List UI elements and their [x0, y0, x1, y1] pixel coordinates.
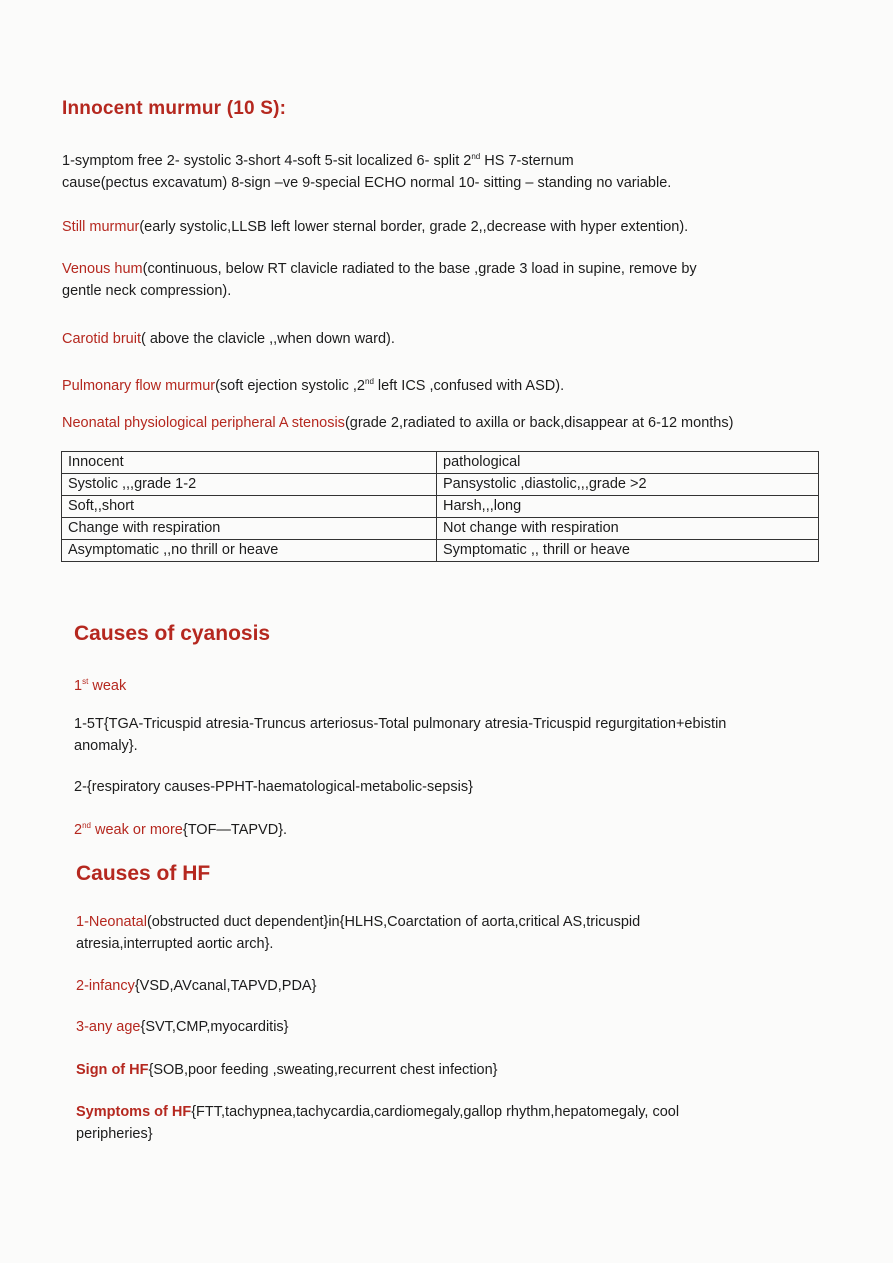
- hf-infancy: 2-infancy{VSD,AVcanal,TAPVD,PDA}: [76, 978, 317, 994]
- innocent-items: [62, 146, 842, 194]
- hf-heading: Causes of HF: [76, 862, 211, 885]
- carotid-bruit: Carotid bruit( above the clavicle ,,when down ward).: [62, 331, 395, 347]
- table-row: Innocent pathological: [62, 452, 819, 474]
- innocent-murmur-heading: Innocent murmur (10 S):: [62, 98, 287, 119]
- table-row: Asymptomatic ,,no thrill or heave Symptomatic ,, thrill or heave: [62, 540, 819, 562]
- hf-signs: Sign of HF{SOB,poor feeding ,sweating,recurrent chest infection}: [76, 1062, 498, 1078]
- first-week-label: 1st weak: [74, 677, 127, 694]
- hf-symptoms: Symptoms of HF{FTT,tachypnea,tachycardia,cardiomegaly,gallop rhythm,hepatomegaly, cool peripheries}: [76, 1104, 680, 1142]
- cyanosis-item-1: 1-5T{TGA-Tricuspid atresia-Truncus arteriosus-Total pulmonary atresia-Tricuspid regurgitation+ebistin anomaly}.: [74, 716, 727, 754]
- venous-hum: Venous hum(continuous, below RT clavicle radiated to the base ,grade 3 load in supine, remove by gentle neck compression).: [62, 261, 697, 299]
- pulmonary-flow-murmur: Pulmonary flow murmur(soft ejection systolic ,2nd left ICS ,confused with ASD).: [62, 377, 565, 394]
- cyanosis-item-2: 2-{respiratory causes-PPHT-haematological-metabolic-sepsis}: [74, 779, 473, 795]
- hf-neonatal: 1-Neonatal(obstructed duct dependent}in{HLHS,Coarctation of aorta,critical AS,tricuspid atresia,interrupted aortic arch}.: [76, 914, 641, 952]
- table-row: Systolic ,,,grade 1-2 Pansystolic ,diastolic,,,grade >2: [62, 474, 819, 496]
- cyanosis-heading: Causes of cyanosis: [74, 622, 271, 645]
- table-row: Soft,,short Harsh,,,long: [62, 496, 819, 518]
- still-murmur: Still murmur(early systolic,LLSB left lower sternal border, grade 2,,decrease with hyper extention).: [62, 219, 689, 235]
- neonatal-stenosis: Neonatal physiological peripheral A stenosis(grade 2,radiated to axilla or back,disappear at 6-12 months): [62, 415, 734, 431]
- second-week-item: 2nd weak or more{TOF—TAPVD}.: [74, 821, 288, 838]
- innocent-items-line1: 1-symptom free 2- systolic 3-short 4-soft 5-sit localized 6- split 2nd HS 7-sternum: [62, 152, 574, 169]
- hf-any-age: 3-any age{SVT,CMP,myocarditis}: [76, 1019, 289, 1035]
- innocent-items-line2: cause(pectus excavatum) 8-sign –ve 9-special ECHO normal 10- sitting – standing no variable.: [62, 174, 672, 191]
- innocent-vs-pathological-table: [61, 451, 819, 562]
- table-row: Change with respiration Not change with respiration: [62, 518, 819, 540]
